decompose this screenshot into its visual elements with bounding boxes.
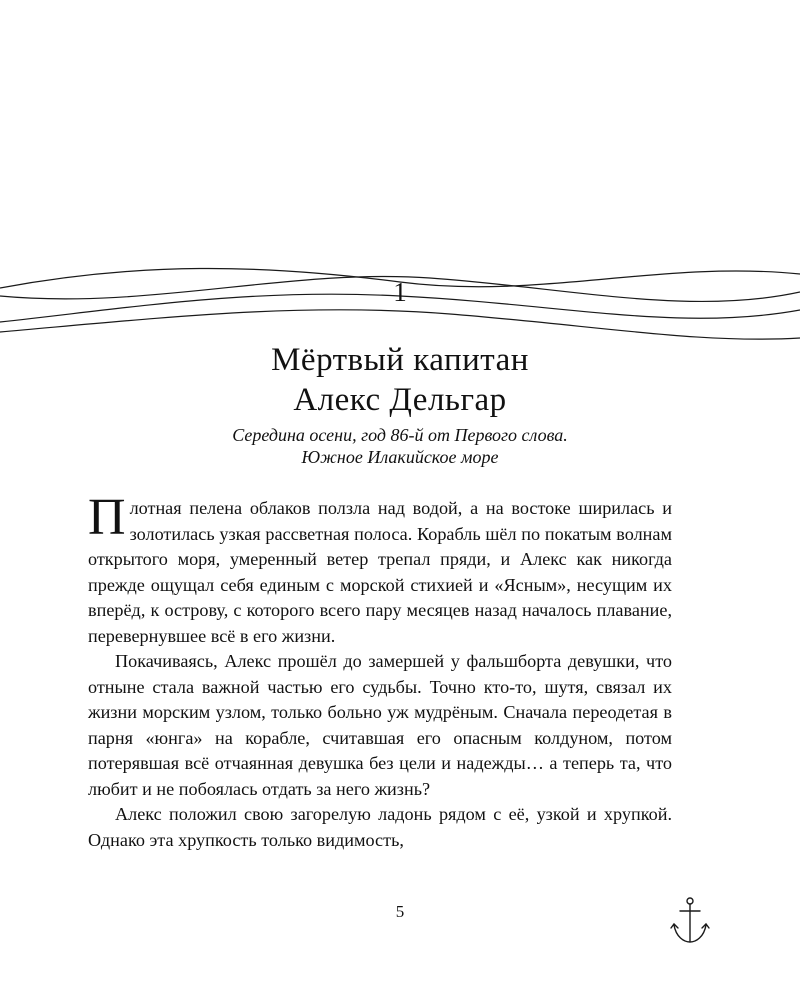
anchor-icon <box>668 895 712 947</box>
chapter-number: 1 <box>393 277 407 307</box>
drop-cap: П <box>88 489 126 546</box>
body-text <box>88 489 672 853</box>
paragraph-2: Покачиваясь, Алекс прошёл до замершей у фальшборта девушки, что отныне стала важной частью его судьбы. Точно кто-то, шутя, связал их жизни морским узлом, только больно уж мудрёным. Сначала переодетая в парня «юнга» на корабле, считавшая его опасным колдуном, потом потерявшая всё отчаянная девушка без цели и надежды… а теперь та, что любит и не побоялась отдать за него жизнь? <box>88 651 672 799</box>
epigraph-line-1: Середина осени, год 86-й от Первого слова. <box>232 425 568 445</box>
chapter-title <box>0 340 800 420</box>
chapter-title-line-2: Алекс Дельгар <box>293 382 507 418</box>
paragraph-1 <box>88 489 672 649</box>
paragraph-3: Алекс положил свою загорелую ладонь рядом с её, узкой и хрупкой. Однако эта хрупкость только видимость, <box>88 804 672 850</box>
epigraph-line-2: Южное Илакийское море <box>301 447 499 467</box>
chapter-title-line-1: Мёртвый капитан <box>271 342 529 378</box>
chapter-epigraph <box>0 424 800 468</box>
paragraph-1-text: лотная пелена облаков ползла над водой, а на востоке ширилась и золотилась узкая рассветная полоса. Корабль шёл по покатым волнам открытого моря, умеренный ветер трепал пряди, и Алекс как никогда прежде ощущал себя единым с морской стихией и «Ясным», несущим их вперёд, к острову, с которого всего пару месяцев назад началось плавание, перевернувшее всё в его жизни. <box>88 498 672 646</box>
page-number: 5 <box>395 902 405 921</box>
